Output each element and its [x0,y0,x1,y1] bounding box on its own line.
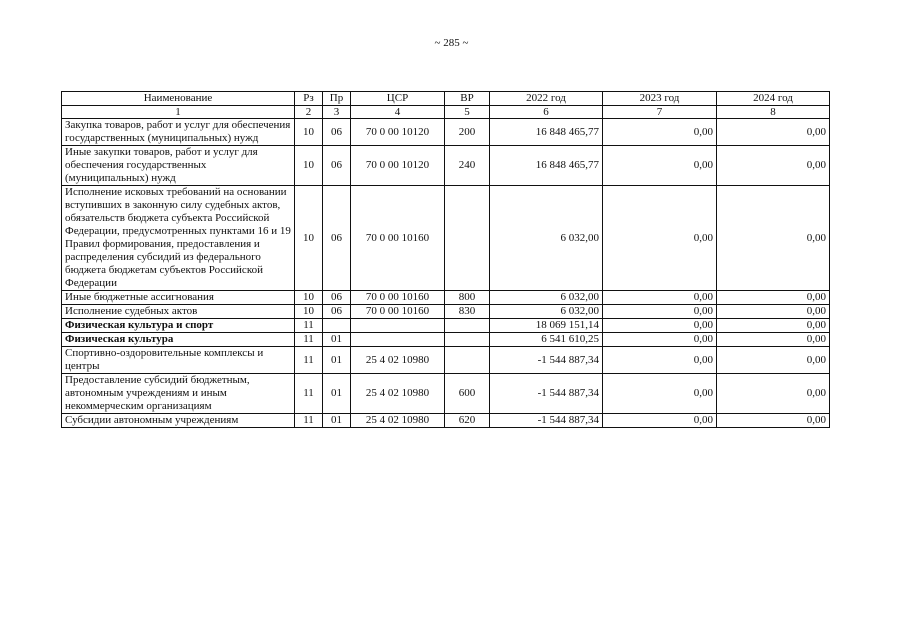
row-pr: 06 [323,291,351,305]
column-number: 3 [323,106,351,119]
row-vr [445,347,490,374]
row-vr: 830 [445,305,490,319]
row-pr: 01 [323,414,351,428]
row-name: Предоставление субсидий бюджетным, автономным учреждениям и иным некоммерческим организациям [62,374,295,414]
column-number: 6 [490,106,603,119]
table-row [62,319,830,333]
table-row [62,291,830,305]
column-numbers-row [62,106,830,119]
row-csr [351,333,445,347]
row-2022: 16 848 465,77 [490,119,603,146]
row-2022: 6 032,00 [490,291,603,305]
row-rz: 10 [295,119,323,146]
row-2022: 18 069 151,14 [490,319,603,333]
row-2022: -1 544 887,34 [490,414,603,428]
column-number: 2 [295,106,323,119]
row-2022: -1 544 887,34 [490,347,603,374]
row-vr [445,186,490,291]
row-2024: 0,00 [717,305,830,319]
row-2024: 0,00 [717,347,830,374]
row-csr: 70 0 00 10160 [351,291,445,305]
row-rz: 11 [295,319,323,333]
budget-table [61,91,830,428]
row-csr: 70 0 00 10120 [351,119,445,146]
row-vr [445,319,490,333]
row-2022: 16 848 465,77 [490,146,603,186]
row-2023: 0,00 [603,186,717,291]
row-2023: 0,00 [603,146,717,186]
row-pr: 01 [323,347,351,374]
row-pr [323,319,351,333]
row-2022: -1 544 887,34 [490,374,603,414]
header-rz: Рз [295,92,323,106]
row-2023: 0,00 [603,347,717,374]
table-row [62,374,830,414]
row-vr [445,333,490,347]
row-name: Физическая культура и спорт [62,319,295,333]
row-2024: 0,00 [717,186,830,291]
row-2023: 0,00 [603,291,717,305]
row-rz: 10 [295,291,323,305]
row-csr: 25 4 02 10980 [351,347,445,374]
row-name: Исполнение судебных актов [62,305,295,319]
row-2024: 0,00 [717,333,830,347]
row-rz: 10 [295,305,323,319]
row-2023: 0,00 [603,333,717,347]
header-csr: ЦСР [351,92,445,106]
row-csr: 25 4 02 10980 [351,414,445,428]
table-row [62,347,830,374]
table-row [62,186,830,291]
row-pr: 01 [323,374,351,414]
header-name: Наименование [62,92,295,106]
row-2024: 0,00 [717,291,830,305]
row-vr: 240 [445,146,490,186]
header-vr: ВР [445,92,490,106]
row-name: Субсидии автономным учреждениям [62,414,295,428]
row-2023: 0,00 [603,119,717,146]
row-rz: 10 [295,186,323,291]
column-number: 5 [445,106,490,119]
row-2022: 6 032,00 [490,305,603,319]
row-name: Иные закупки товаров, работ и услуг для обеспечения государственных (муниципальных) нужд [62,146,295,186]
row-name: Исполнение исковых требований на основании вступивших в законную силу судебных актов, обязательств бюджета субъекта Российской Федерации, предусмотренных пунктами 16 и 19 Правил формирования, предоставления и распределения субсидий из федерального бюджета бюджетам субъектов Российской Федерации [62,186,295,291]
row-rz: 11 [295,414,323,428]
row-2023: 0,00 [603,374,717,414]
row-name: Физическая культура [62,333,295,347]
row-csr [351,319,445,333]
row-2022: 6 032,00 [490,186,603,291]
table-row [62,146,830,186]
row-name: Иные бюджетные ассигнования [62,291,295,305]
row-csr: 70 0 00 10160 [351,305,445,319]
row-vr: 800 [445,291,490,305]
row-2024: 0,00 [717,374,830,414]
table-row [62,414,830,428]
row-rz: 11 [295,347,323,374]
row-pr: 06 [323,119,351,146]
row-vr: 600 [445,374,490,414]
page-number: ~ 285 ~ [434,37,469,49]
header-2023: 2023 год [603,92,717,106]
row-csr: 70 0 00 10120 [351,146,445,186]
row-2022: 6 541 610,25 [490,333,603,347]
row-csr: 70 0 00 10160 [351,186,445,291]
row-vr: 620 [445,414,490,428]
row-2024: 0,00 [717,319,830,333]
column-number: 7 [603,106,717,119]
column-number: 4 [351,106,445,119]
row-csr: 25 4 02 10980 [351,374,445,414]
row-2023: 0,00 [603,319,717,333]
header-pr: Пр [323,92,351,106]
row-2024: 0,00 [717,119,830,146]
row-name: Закупка товаров, работ и услуг для обеспечения государственных (муниципальных) нужд [62,119,295,146]
row-rz: 11 [295,374,323,414]
row-vr: 200 [445,119,490,146]
header-2022: 2022 год [490,92,603,106]
column-number: 1 [62,106,295,119]
row-pr: 01 [323,333,351,347]
row-rz: 11 [295,333,323,347]
table-row [62,305,830,319]
column-number: 8 [717,106,830,119]
table-row [62,333,830,347]
row-2023: 0,00 [603,305,717,319]
header-2024: 2024 год [717,92,830,106]
row-2024: 0,00 [717,414,830,428]
row-pr: 06 [323,305,351,319]
row-2023: 0,00 [603,414,717,428]
table-row [62,119,830,146]
row-name: Спортивно-оздоровительные комплексы и центры [62,347,295,374]
row-2024: 0,00 [717,146,830,186]
row-rz: 10 [295,146,323,186]
row-pr: 06 [323,186,351,291]
row-pr: 06 [323,146,351,186]
table-header-row [62,92,830,106]
